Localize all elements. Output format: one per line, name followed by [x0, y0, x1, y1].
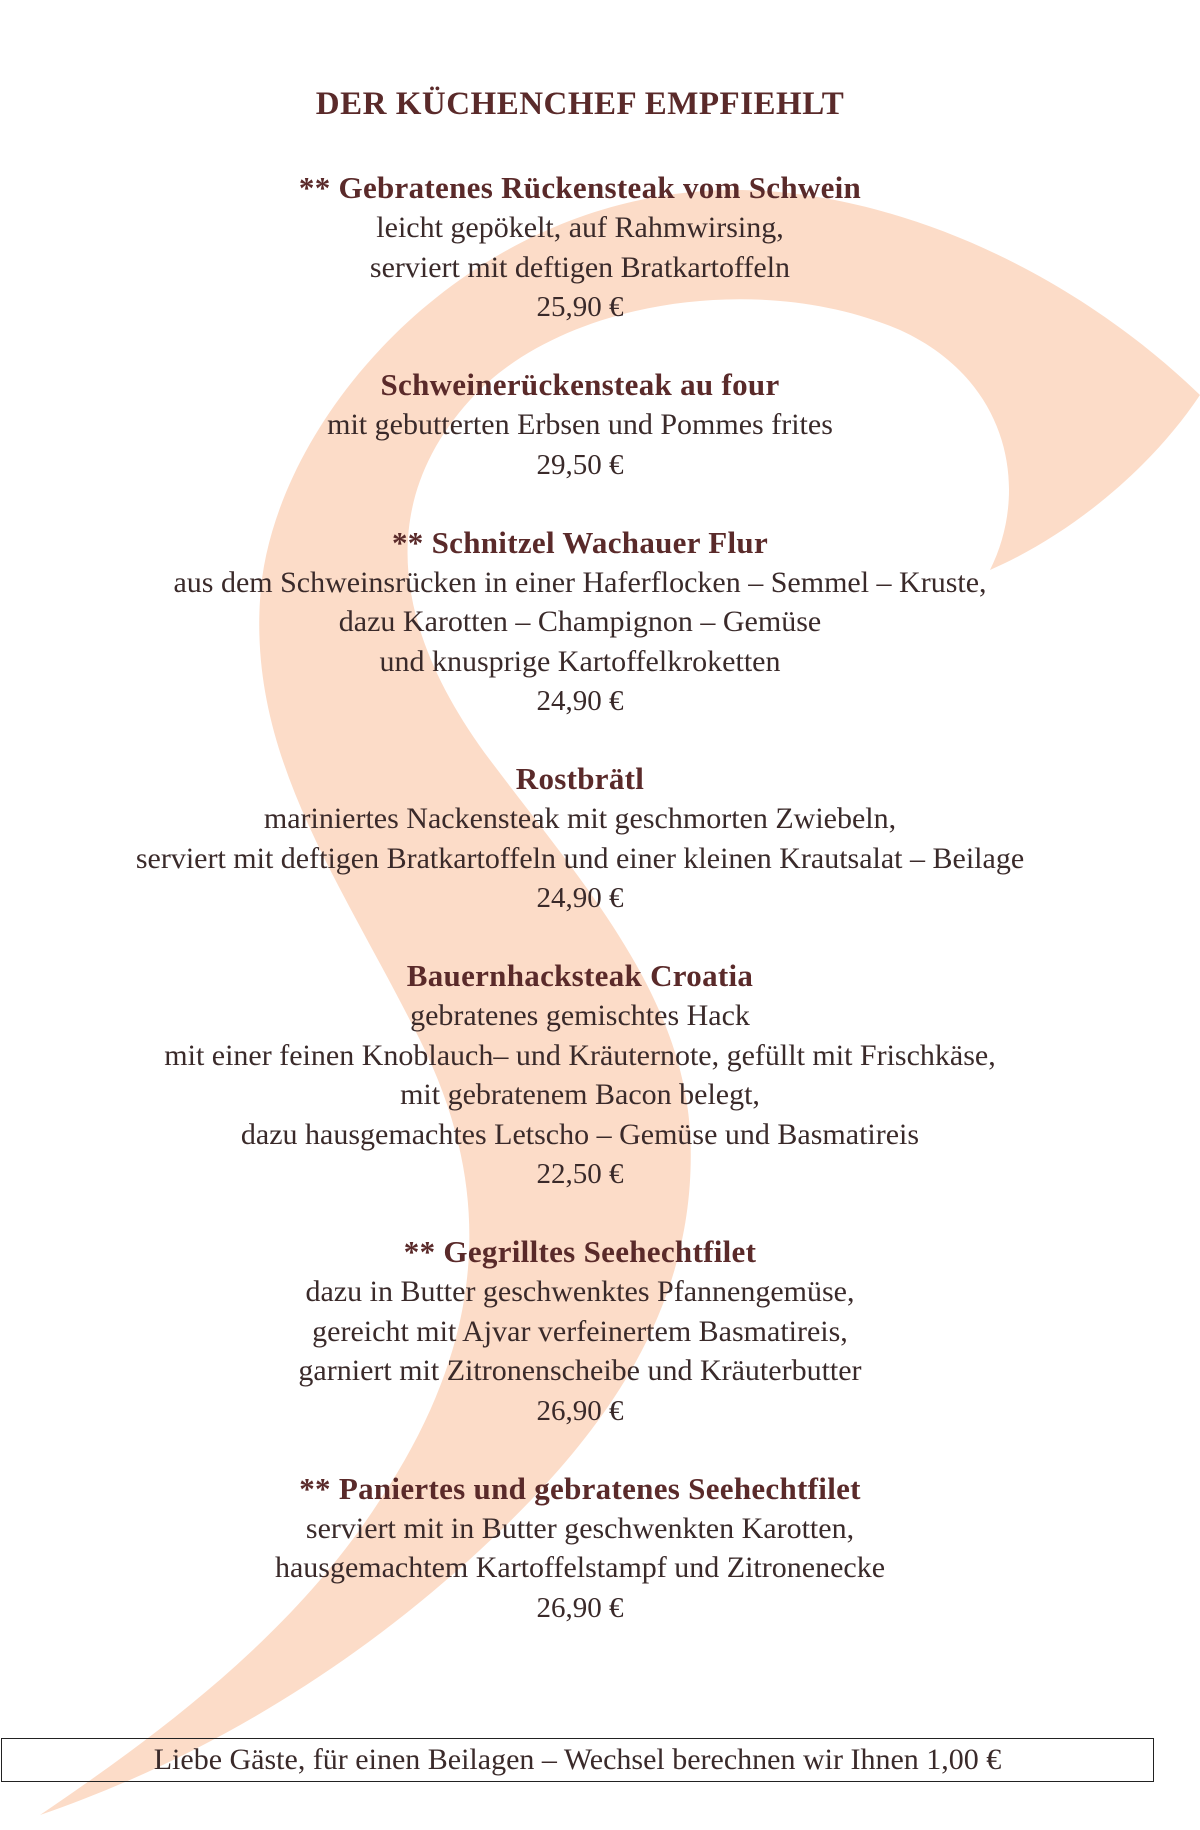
dish-name: ** Gegrilltes Seehechtfilet	[403, 1234, 757, 1269]
dish-description-line: serviert mit in Butter geschwenkten Karotten,	[305, 1511, 855, 1545]
dish-price: 24,90 €	[536, 685, 624, 717]
dish-description-line: dazu Karotten – Champignon – Gemüse	[338, 605, 822, 638]
menu-content	[0, 84, 1160, 1666]
dish-price: 26,90 €	[536, 1394, 624, 1427]
dish-description-line: garniert mit Zitronenscheibe und Kräuterbutter	[298, 1354, 862, 1387]
dish-item	[0, 956, 1160, 1194]
dish-description-line: gereicht mit Ajvar verfeinertem Basmatireis,	[312, 1314, 848, 1348]
dish-description-line: mit einer feinen Knoblauch– und Kräuternote, gefüllt mit Frischkäse,	[164, 1038, 996, 1072]
menu-title: DER KÜCHENCHEF EMPFIEHLT	[315, 86, 845, 122]
dish-description-line: leicht gepökelt, auf Rahmwirsing,	[376, 211, 784, 244]
dish-description-line: serviert mit deftigen Bratkartoffeln und einer kleinen Krautsalat – Beilage	[135, 841, 1025, 875]
dish-description-line: gebratenes gemischtes Hack	[410, 999, 750, 1032]
dish-list	[0, 168, 1160, 1628]
dish-price: 29,50 €	[536, 448, 624, 481]
dish-item	[0, 759, 1160, 918]
dish-item	[0, 168, 1160, 327]
dish-description-line: mariniertes Nackensteak mit geschmorten Zwiebeln,	[263, 802, 897, 835]
dish-description-line: serviert mit deftigen Bratkartoffeln	[369, 250, 791, 284]
dish-price: 25,90 €	[536, 291, 624, 323]
dish-price: 22,50 €	[536, 1158, 624, 1190]
dish-name: ** Schnitzel Wachauer Flur	[391, 524, 769, 560]
dish-item	[0, 1232, 1160, 1431]
footer-note: Liebe Gäste, für einen Beilagen – Wechsel berechnen wir Ihnen 1,00 €	[153, 1743, 1002, 1776]
dish-name: ** Gebratenes Rückensteak vom Schwein	[298, 170, 862, 205]
dish-item	[0, 523, 1160, 722]
dish-description-line: mit gebutterten Erbsen und Pommes frites	[327, 408, 833, 441]
dish-description-line: mit gebratenem Bacon belegt,	[400, 1078, 760, 1111]
dish-description-line: hausgemachtem Kartoffelstampf und Zitronenecke	[274, 1551, 886, 1584]
footer-note-box	[1, 1738, 1154, 1782]
dish-name: Schweinerückensteak au four	[380, 367, 780, 402]
dish-description-line: dazu in Butter geschwenktes Pfannengemüse,	[305, 1275, 855, 1308]
dish-name: Bauernhacksteak Croatia	[406, 958, 754, 993]
dish-name: ** Paniertes und gebratenes Seehechtfilet	[299, 1470, 861, 1506]
dish-description-line: dazu hausgemachtes Letscho – Gemüse und Basmatireis	[240, 1117, 920, 1151]
dish-item	[0, 365, 1160, 485]
dish-description-line: und knusprige Kartoffelkroketten	[379, 644, 781, 678]
dish-price: 24,90 €	[536, 882, 624, 914]
dish-description-line: aus dem Schweinsrücken in einer Haferflocken – Semmel – Kruste,	[173, 565, 987, 599]
dish-name: Rostbrätl	[515, 761, 645, 796]
dish-price: 26,90 €	[536, 1591, 624, 1624]
dish-item	[0, 1469, 1160, 1628]
